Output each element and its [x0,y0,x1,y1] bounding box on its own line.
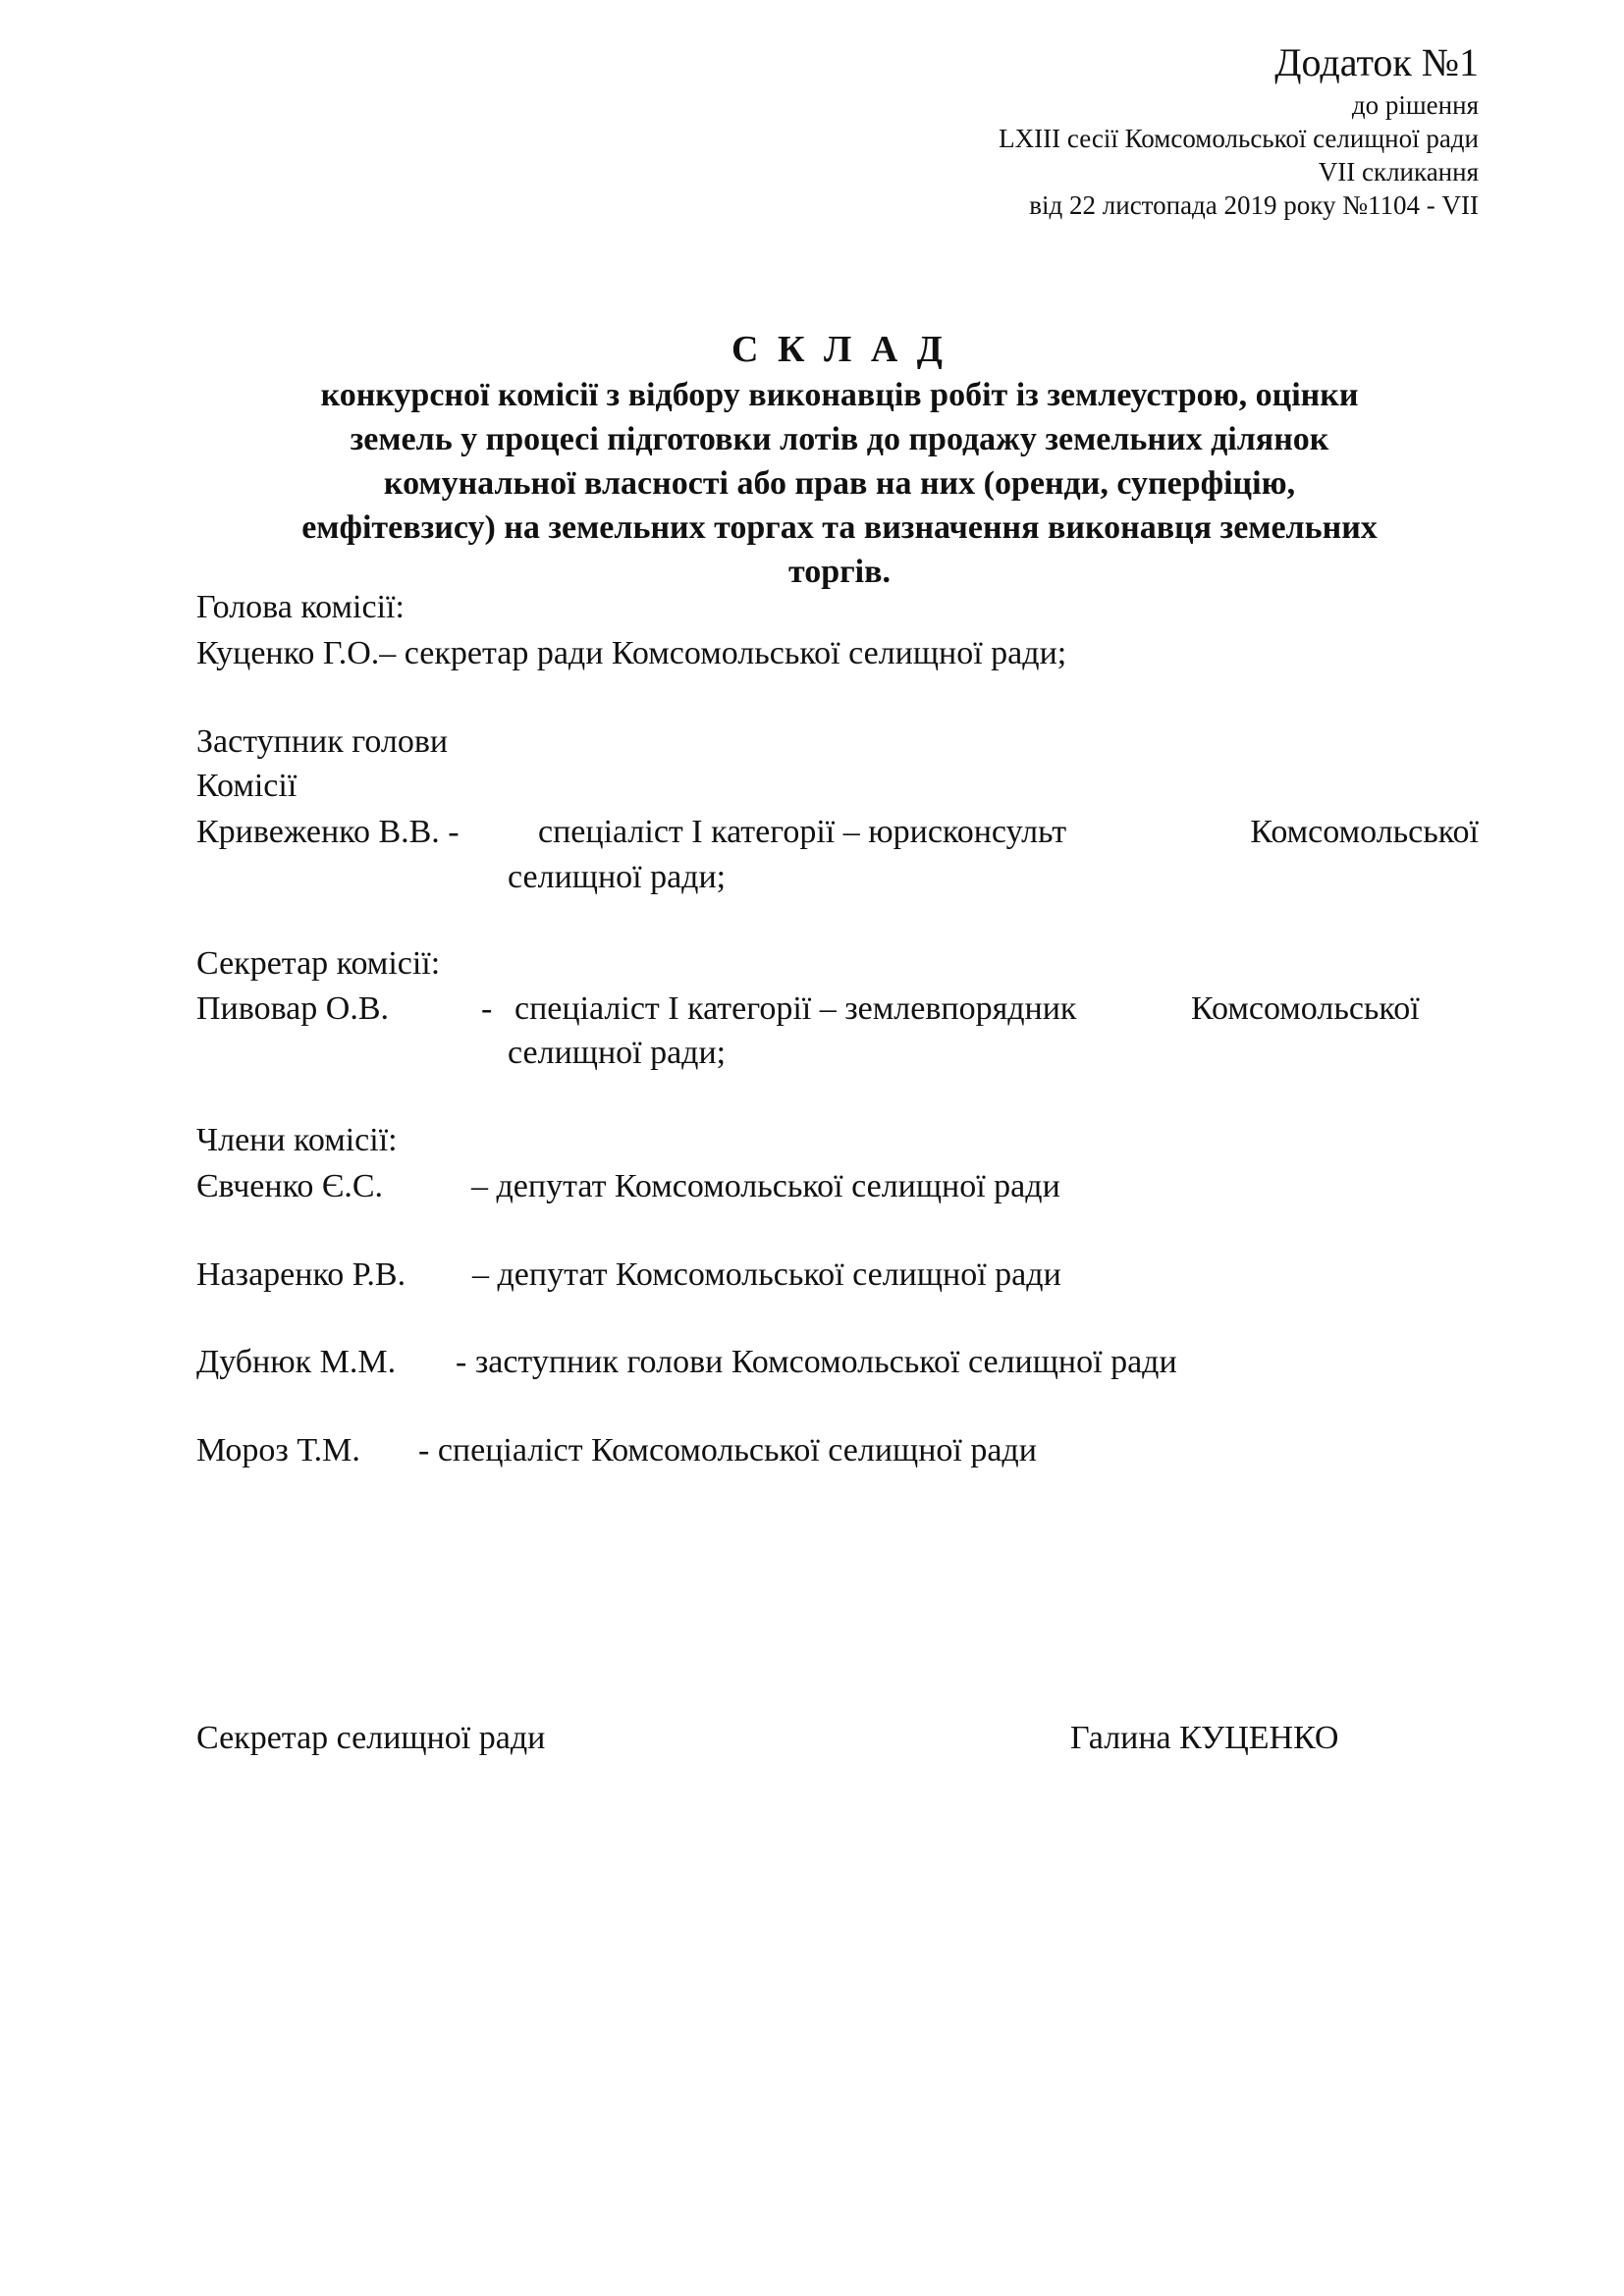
deputy-label: Заступник голови [196,723,449,760]
annex-number: Додаток №1 [1274,40,1479,84]
member-name: Назаренко Р.В. [196,1256,406,1293]
annex-line-convocation: VII скликання [1318,157,1479,187]
subtitle-line: емфітевзису) на земельних торгах та визначення виконавця земельних [301,509,1378,546]
subtitle-line: комунальної власності або прав на них (оренди, суперфіцію, [383,465,1296,502]
members-label: Члени комісії: [196,1122,398,1158]
document-subtitle [196,373,1483,594]
subtitle-line: конкурсної комісії з відбору виконавців робіт із землеустрою, оцінки [320,377,1359,413]
member-name: Євченко Є.С. [196,1168,384,1204]
secretary-name: Пивовар О.В. [196,990,389,1027]
secretary-org: Комсомольської [1191,990,1420,1027]
document-title: С К Л А Д [731,329,947,370]
document-title-block [196,326,1483,594]
deputy-role: спеціаліст І категорії – юрисконсульт [538,814,1067,850]
member-role: - заступник голови Комсомольської селищної ради [456,1344,1177,1380]
member-name: Мороз Т.М. [196,1432,360,1468]
member-role: – депутат Комсомольської селищної ради [471,1168,1060,1204]
annex-line-date: від 22 листопада 2019 року №1104 - VII [1029,190,1479,220]
signature-position: Секретар селищної ради [196,1720,546,1756]
deputy-continuation: селищної ради; [508,859,727,895]
chair-entry: Куценко Г.О.– секретар ради Комсомольської селищної ради; [196,635,1067,671]
subtitle-line: земель у процесі підготовки лотів до продажу земельних ділянок [350,421,1329,457]
secretary-label: Секретар комісії: [196,945,441,982]
secretary-continuation: селищної ради; [508,1035,727,1071]
deputy-label-2: Комісії [196,768,298,804]
member-role: – депутат Комсомольської селищної ради [472,1256,1061,1293]
subtitle-line: торгів. [788,554,891,590]
deputy-org: Комсомольської [1250,814,1479,850]
member-name: Дубнюк М.М. [196,1344,397,1380]
annex-line-decision: до рішення [1351,90,1479,120]
chair-label: Голова комісії: [196,589,405,625]
secretary-role: спеціаліст І категорії – землевпорядник [514,990,1077,1027]
secretary-dash: - [481,990,493,1027]
deputy-name: Кривеженко В.В. - [196,814,460,850]
annex-line-session: LXIII сесії Комсомольської селищної ради [999,124,1479,153]
member-role: - спеціаліст Комсомольської селищної ради [418,1432,1037,1468]
signature-name: Галина КУЦЕНКО [1070,1720,1339,1756]
